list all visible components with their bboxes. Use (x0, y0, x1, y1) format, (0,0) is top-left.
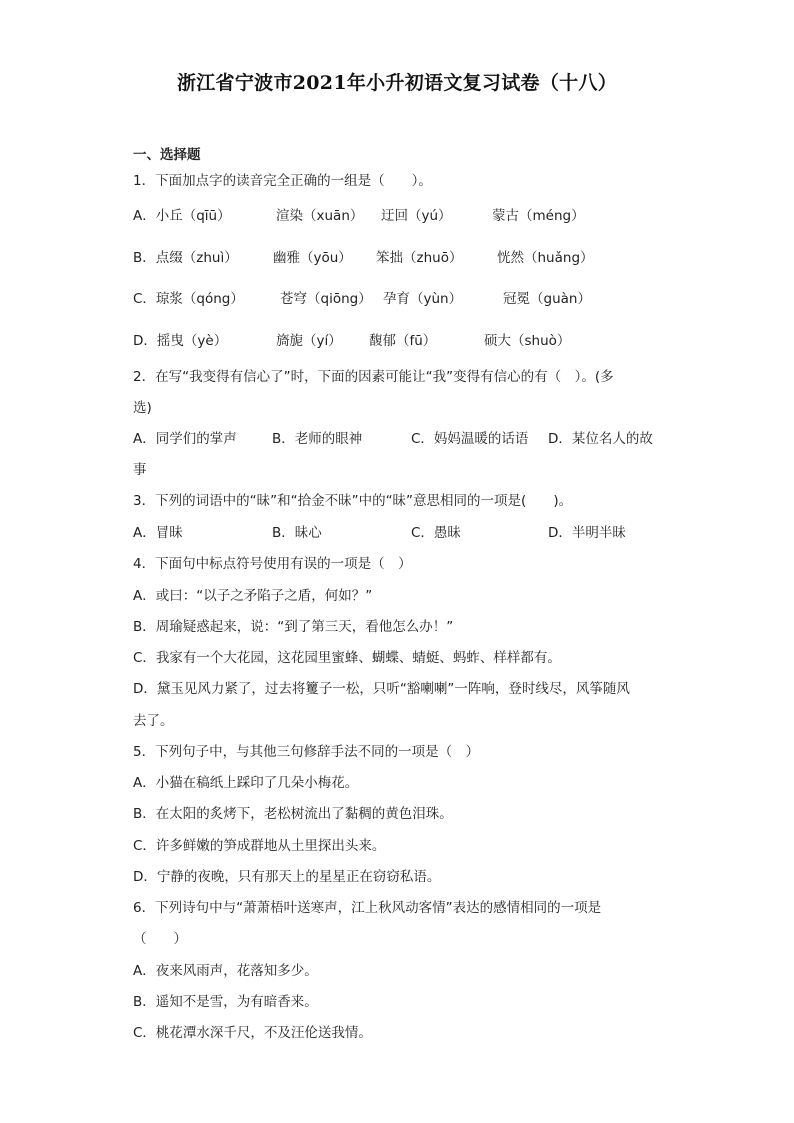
option-c-2: 苍穹（qiōng） (280, 291, 372, 307)
q2-option-c: C．妈妈温暖的话语 (411, 431, 529, 447)
question-4-option-a: A．或曰：“以子之矛陷子之盾，何如？” (133, 588, 373, 604)
option-d-2: 旖旎（yí） (276, 333, 342, 349)
option-b-4: 恍然（huǎng） (497, 250, 594, 266)
option-c-3: 孕育（yùn） (383, 291, 463, 307)
question-1-stem: 1．下面加点字的读音完全正确的一组是（ ）。 (133, 173, 432, 189)
q2-option-b: B．老师的眼神 (272, 431, 363, 447)
question-6-option-c: C．桃花潭水深千尺，不及汪伦送我情。 (133, 1025, 372, 1041)
question-4-stem: 4．下面句中标点符号使用有误的一项是（ ） (133, 556, 412, 572)
question-4-option-c: C．我家有一个大花园，这花园里蜜蜂、蝴蝶、蜻蜓、蚂蚱、样样都有。 (133, 650, 561, 666)
question-4-option-d: D．黛玉见风力紧了，过去将籰子一松，只听“豁喇喇”一阵响，登时线尽，风筝随风 (133, 681, 630, 697)
option-b-2: 幽雅（yōu） (273, 250, 352, 266)
page-title: 浙江省宁波市2021年小升初语文复习试卷（十八） (176, 72, 618, 94)
question-6-option-b: B．遥知不是雪，为有暗香来。 (133, 994, 318, 1010)
option-d-1: D．摇曳（yè） (133, 333, 228, 349)
question-2-stem-cont: 选) (133, 400, 152, 416)
question-5-option-c: C．许多鲜嫩的笋成群地从土里探出头来。 (133, 838, 386, 854)
question-6-stem-cont: （ ） (133, 931, 187, 947)
option-c-1: C．琼浆（qóng） (133, 291, 244, 307)
option-a-3: 迂回（yú） (381, 208, 452, 224)
section-heading: 一、选择题 (133, 147, 201, 163)
question-6-option-a: A．夜来风雨声，花落知多少。 (133, 963, 318, 979)
q3-option-d: D．半明半昧 (548, 525, 626, 541)
option-d-3: 馥郁（fū） (369, 333, 437, 349)
question-5-stem: 5．下列句子中，与其他三句修辞手法不同的一项是（ ） (133, 744, 480, 760)
q2-option-a: A．同学们的掌声 (133, 431, 237, 447)
option-b-3: 笨拙（zhuō） (376, 250, 463, 266)
question-2-option-cont: 事 (133, 462, 147, 478)
q2-option-d: D．某位名人的故 (548, 431, 653, 447)
q3-option-c: C．愚昧 (411, 525, 461, 541)
option-c-4: 冠冕（guàn） (503, 291, 591, 307)
q3-option-b: B．昧心 (272, 525, 322, 541)
question-4-option-b: B．周瑜疑惑起来，说：“到了第三天，看他怎么办！” (133, 619, 454, 635)
option-a-4: 蒙古（méng） (492, 208, 585, 224)
question-2-stem: 2．在写“我变得有信心了”时，下面的因素可能让“我”变得有信心的有（ ）。(多 (133, 369, 614, 385)
question-6-stem: 6．下列诗句中与“萧萧梧叶送寒声，江上秋风动客情”表达的感情相同的一项是 (133, 900, 602, 916)
question-4-option-d-cont: 去了。 (133, 713, 174, 729)
question-5-option-a: A．小猫在稿纸上踩印了几朵小梅花。 (133, 775, 359, 791)
option-d-4: 硕大（shuò） (484, 333, 571, 349)
question-3-stem: 3．下列的词语中的“昧”和“拾金不昧”中的“昧”意思相同的一项是( )。 (133, 493, 573, 509)
q3-option-a: A．冒昧 (133, 525, 183, 541)
question-5-option-d: D．宁静的夜晚，只有那天上的星星正在窃窃私语。 (133, 869, 441, 885)
option-a-2: 渲染（xuān） (276, 208, 364, 224)
question-5-option-b: B．在太阳的炙烤下，老松树流出了黏稠的黄色泪珠。 (133, 806, 453, 822)
option-b-1: B．点缀（zhuì） (133, 250, 238, 266)
option-a-1: A．小丘（qīū） (133, 208, 231, 224)
